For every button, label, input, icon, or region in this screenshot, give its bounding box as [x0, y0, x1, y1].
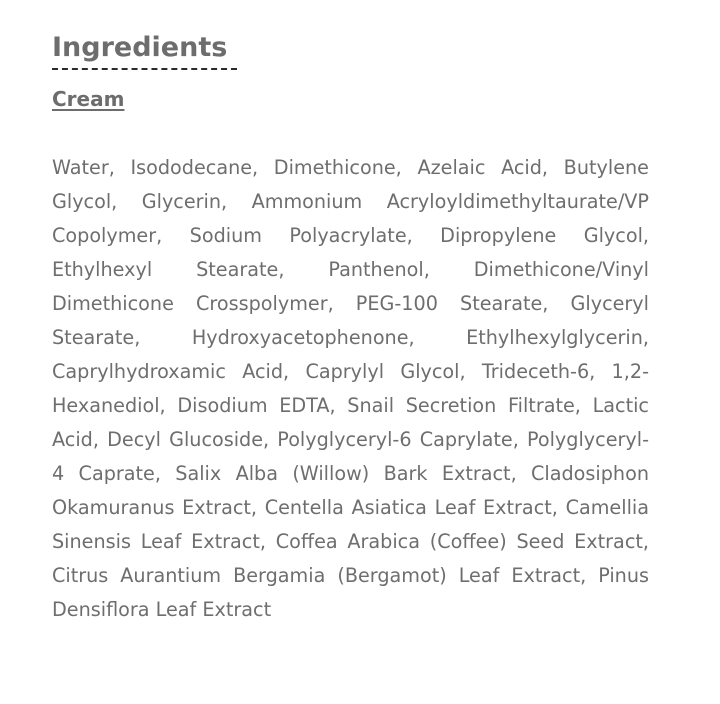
- page-title: Ingredients: [52, 32, 228, 63]
- ingredient-list: Water, Isododecane, Dimethicone, Azelaic Acid, Butylene Glycol, Glycerin, Ammonium Acryloyldimethyltaurate/VP Copolymer, Sodium Polyacrylate, Dipropylene Glycol, Ethylhexyl Stearate, Panthenol, Dimethicone/Vinyl Dimethicone Crosspolymer, PEG-100 Stearate, Glyceryl Stearate, Hydroxyacetophenone, Ethylhexylglycerin, Caprylhydroxamic Acid, Caprylyl Glycol, Trideceth-6, 1,2-Hexanediol, Disodium EDTA, Snail Secretion Filtrate, Lactic Acid, Decyl Glucoside, Polyglyceryl-6 Caprylate, Polyglyceryl-4 Caprate, Salix Alba (Willow) Bark Extract, Cladosiphon Okamuranus Extract, Centella Asiatica Leaf Extract, Camellia Sinensis Leaf Extract, Coffea Arabica (Coffee) Seed Extract, Citrus Aurantium Bergamia (Bergamot) Leaf Extract, Pinus Densiflora Leaf Extract: [52, 156, 649, 621]
- title-dashed-divider: [52, 68, 237, 70]
- ingredients-panel: [52, 0, 649, 704]
- product-subtitle: Cream: [52, 87, 125, 111]
